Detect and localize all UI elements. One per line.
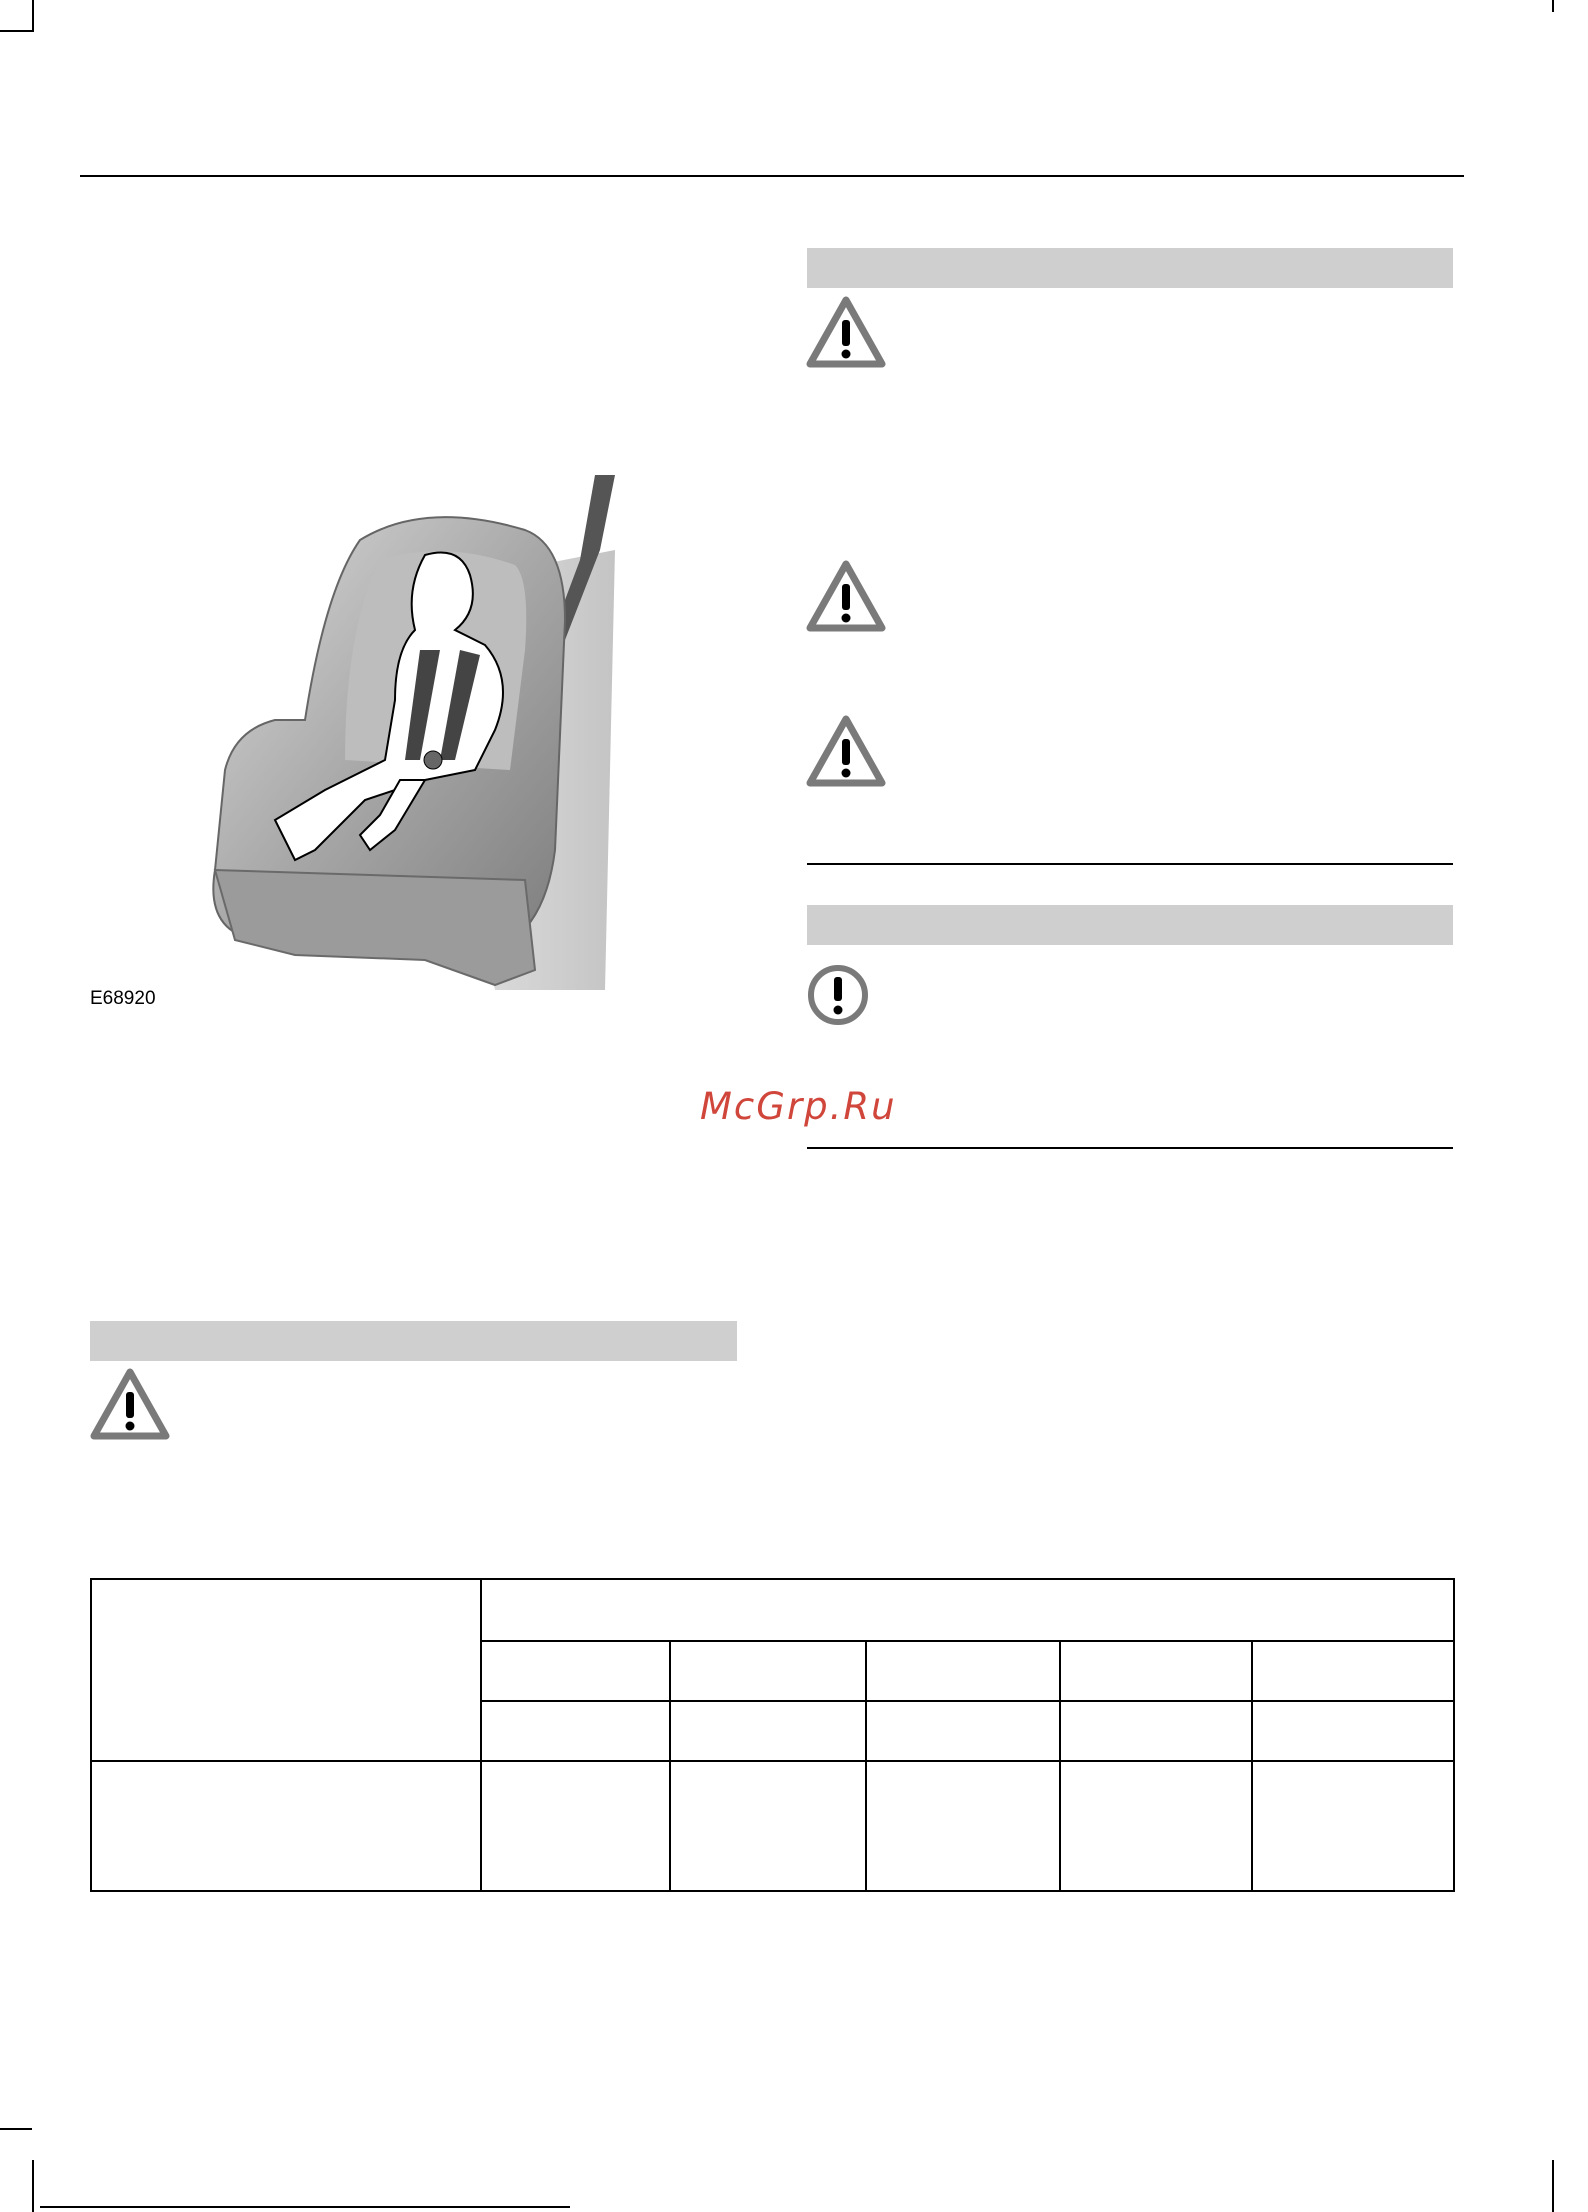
caution-circle-icon [806,963,870,1027]
table-cell [866,1761,1060,1891]
table-cell [481,1761,670,1891]
section-divider [807,1147,1453,1149]
child-seat-illustration [195,470,625,1000]
section-heading-bar [807,248,1453,288]
table-cell [670,1761,866,1891]
table-subheader-cell [481,1701,670,1761]
crop-mark-bottom-left-horizontal [0,2128,32,2130]
section-heading-bar [90,1321,737,1361]
table-header-cell [670,1641,866,1701]
warning-triangle-icon [806,558,886,634]
warning-triangle-icon [806,294,886,370]
figure-label: E68920 [90,988,156,1009]
table-subheader-cell [866,1701,1060,1761]
warning-triangle-icon [90,1366,170,1442]
seat-position-table [90,1578,1455,1892]
crop-mark-bottom-left-vertical [32,2160,34,2212]
section-heading-bar [807,905,1453,945]
table-subheader-cell [670,1701,866,1761]
crop-mark-top-left-horizontal [0,30,34,32]
table-cell [1252,1761,1454,1891]
crop-mark-bottom-right-vertical [1552,2160,1554,2212]
table-header-group [481,1579,1454,1641]
table-row [91,1761,1454,1891]
table-subheader-cell [1060,1701,1252,1761]
table-header-cell [1252,1641,1454,1701]
footer-rule [40,2206,570,2208]
table-header-corner [91,1579,481,1761]
table-cell [91,1761,481,1891]
crop-mark-top-left-vertical [32,0,34,30]
section-divider [807,863,1453,865]
table-cell [1060,1761,1252,1891]
header-rule [80,175,1464,177]
warning-triangle-icon [806,713,886,789]
table-header-cell [481,1641,670,1701]
crop-mark-top-right-vertical [1552,0,1554,12]
table-subheader-cell [1252,1701,1454,1761]
table-header-cell [1060,1641,1252,1701]
watermark: McGrp.Ru [700,1085,897,1128]
table-header-cell [866,1641,1060,1701]
